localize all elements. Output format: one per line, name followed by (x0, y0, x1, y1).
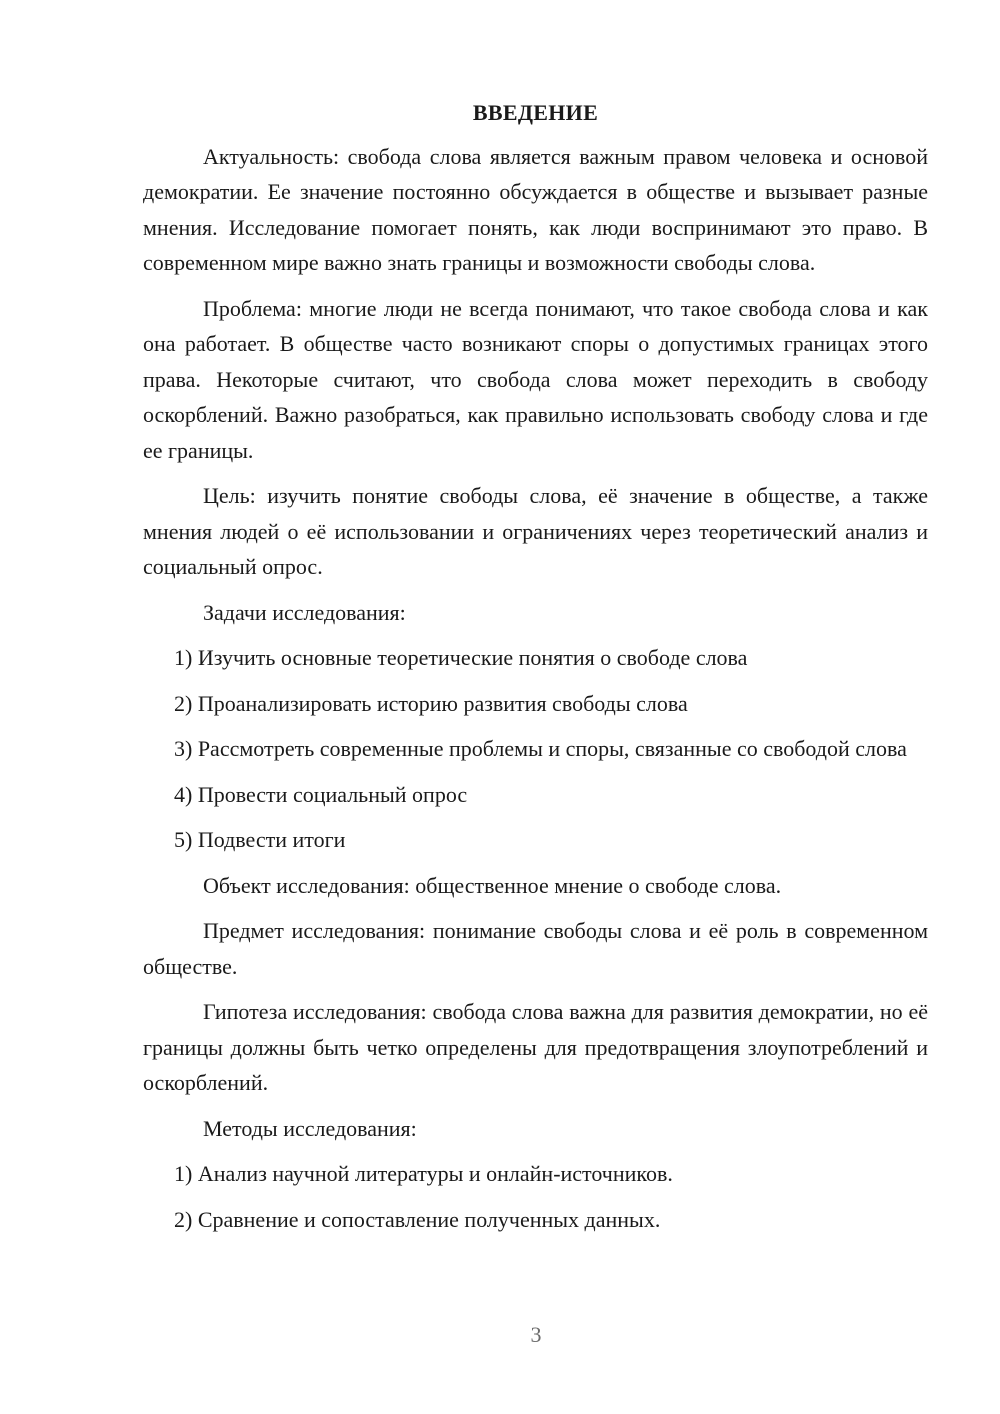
tasks-heading: Задачи исследования: (203, 599, 406, 625)
relevance-paragraph: Актуальность: свобода слова является важным правом человека и основой демократии. Ее значение постоянно обсуждается в обществе и вызывает разные мнения. Исследование помогает понять, как люди воспринимают это право. В современном мире важно знать границы и возможности свободы слова. (143, 143, 928, 275)
task-item-2: 2) Проанализировать историю развития свободы слова (174, 690, 688, 716)
method-item-2: 2) Сравнение и сопоставление полученных данных. (174, 1206, 661, 1232)
page-title: ВВЕДЕНИЕ (472, 100, 599, 125)
problem-paragraph: Проблема: многие люди не всегда понимают, что такое свобода слова и как она работает. В обществе часто возникают споры о допустимых границах этого права. Некоторые считают, что свобода слова может переходить в свободу оскорблений. Важно разобраться, как правильно использовать свободу слова и где ее границы. (143, 295, 928, 463)
page-number: 3 (530, 1322, 542, 1347)
task-item-4: 4) Провести социальный опрос (174, 781, 468, 807)
method-item-1: 1) Анализ научной литературы и онлайн-источников. (174, 1161, 673, 1186)
hypothesis-paragraph: Гипотеза исследования: свобода слова важна для развития демократии, но её границы должны быть четко определены для предотвращения злоупотреблений и оскорблений. (143, 999, 928, 1095)
subject-paragraph: Предмет исследования: понимание свободы слова и её роль в современном обществе. (143, 918, 928, 979)
task-item-5: 5) Подвести итоги (174, 827, 346, 852)
goal-paragraph: Цель: изучить понятие свободы слова, её значение в обществе, а также мнения людей о её использовании и ограничениях через теоретический анализ и социальный опрос. (143, 483, 928, 579)
methods-heading: Методы исследования: (203, 1115, 417, 1141)
task-item-3: 3) Рассмотреть современные проблемы и споры, связанные со свободой слова (174, 736, 907, 761)
object-paragraph: Объект исследования: общественное мнение о свободе слова. (203, 872, 782, 898)
document-page (143, 95, 928, 1247)
task-item-1: 1) Изучить основные теоретические понятия о свободе слова (174, 645, 748, 670)
